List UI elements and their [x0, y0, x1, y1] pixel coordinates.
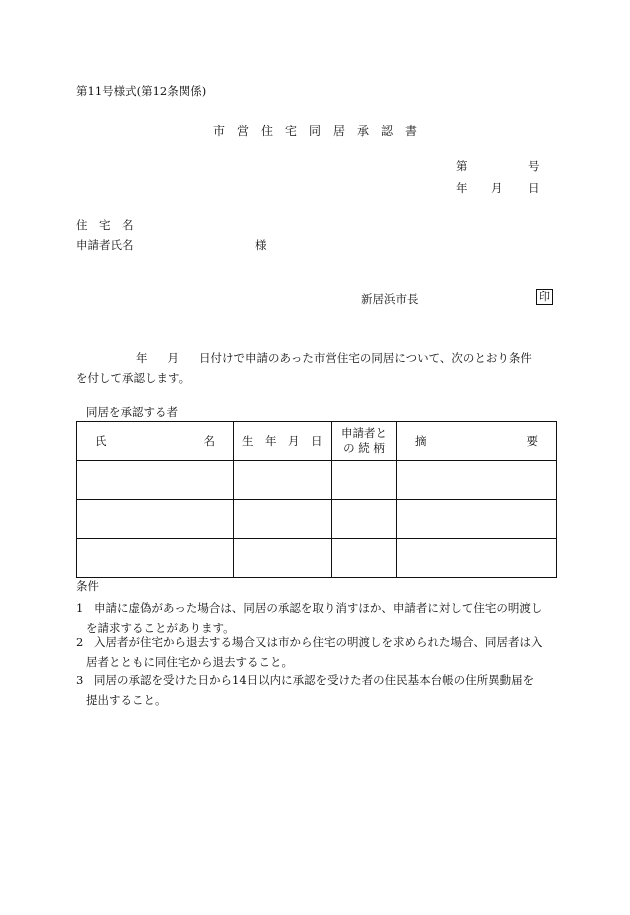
- header-relation-line2: の 続 柄: [343, 441, 385, 455]
- condition-line2: 居者とともに同住宅から退去すること。: [86, 655, 293, 669]
- header-remarks-b: 要: [526, 434, 538, 448]
- applicant-name-label: 申請者氏名: [76, 238, 134, 252]
- cell-relation[interactable]: [332, 500, 397, 539]
- table-row: [77, 539, 557, 578]
- body-text-line2: を付して承認します。: [76, 371, 191, 385]
- body-year: 年: [136, 351, 148, 365]
- body-text-line1: [136, 350, 532, 366]
- condition-line1: 同居の承認を受けた日から14日以内に承認を受けた者の住民基本台帳の住所異動届を: [94, 673, 535, 687]
- cell-dob[interactable]: [234, 461, 332, 500]
- condition-line2: を請求することがあります。: [86, 621, 235, 635]
- cell-dob[interactable]: [234, 500, 332, 539]
- cell-dob[interactable]: [234, 539, 332, 578]
- header-name-a: 氏: [95, 434, 107, 448]
- condition-line1: 申請に虚偽があった場合は、同居の承認を取り消すほか、申請者に対して住宅の明渡し: [94, 601, 543, 615]
- cohabitant-table: [76, 421, 557, 578]
- table-row: [77, 461, 557, 500]
- header-remarks-a: 摘: [415, 434, 427, 448]
- cell-relation[interactable]: [332, 461, 397, 500]
- date-day-label: 日: [528, 181, 540, 195]
- document-title: 市 営 住 宅 同 居 承 認 書: [213, 124, 418, 138]
- cell-relation[interactable]: [332, 539, 397, 578]
- condition-line2: 提出すること。: [86, 693, 167, 707]
- table-header-row: [77, 422, 557, 461]
- date-year-label: 年: [456, 181, 468, 195]
- seal-mark: 印: [536, 289, 553, 305]
- issuer-mayor: 新居浜市長: [361, 292, 419, 306]
- date-month-label: 月: [491, 181, 503, 195]
- body-month: 月: [167, 351, 179, 365]
- housing-name-label: 住 宅 名: [76, 218, 134, 232]
- header-relation: [332, 422, 397, 461]
- cell-remarks[interactable]: [397, 539, 557, 578]
- cell-name[interactable]: [77, 461, 234, 500]
- body-line1-rest: 日付けで申請のあった市営住宅の同居について、次のとおり条件: [199, 351, 532, 365]
- cell-name[interactable]: [77, 539, 234, 578]
- header-dob: 生 年 月 日: [234, 422, 332, 461]
- honorific: 様: [255, 238, 267, 252]
- form-number: 第11号様式(第12条関係): [76, 84, 207, 98]
- condition-number: 3: [76, 673, 84, 687]
- header-name-b: 名: [203, 434, 215, 448]
- table-section-label: 同居を承認する者: [86, 405, 178, 419]
- condition-line1: 入居者が住宅から退去する場合又は市から住宅の明渡しを求められた場合、同居者は入: [94, 635, 543, 649]
- table-row: [77, 500, 557, 539]
- condition-number: 2: [76, 635, 84, 649]
- condition-item: [76, 670, 556, 710]
- header-remarks: [397, 422, 557, 461]
- doc-number-prefix: 第: [456, 159, 468, 173]
- doc-number-suffix: 号: [528, 159, 540, 173]
- cell-remarks[interactable]: [397, 461, 557, 500]
- condition-item: [76, 632, 556, 672]
- cell-remarks[interactable]: [397, 500, 557, 539]
- conditions-title: 条件: [76, 579, 99, 593]
- condition-number: 1: [76, 601, 84, 615]
- header-relation-line1: 申請者と: [341, 426, 387, 440]
- cell-name[interactable]: [77, 500, 234, 539]
- header-name: [77, 422, 234, 461]
